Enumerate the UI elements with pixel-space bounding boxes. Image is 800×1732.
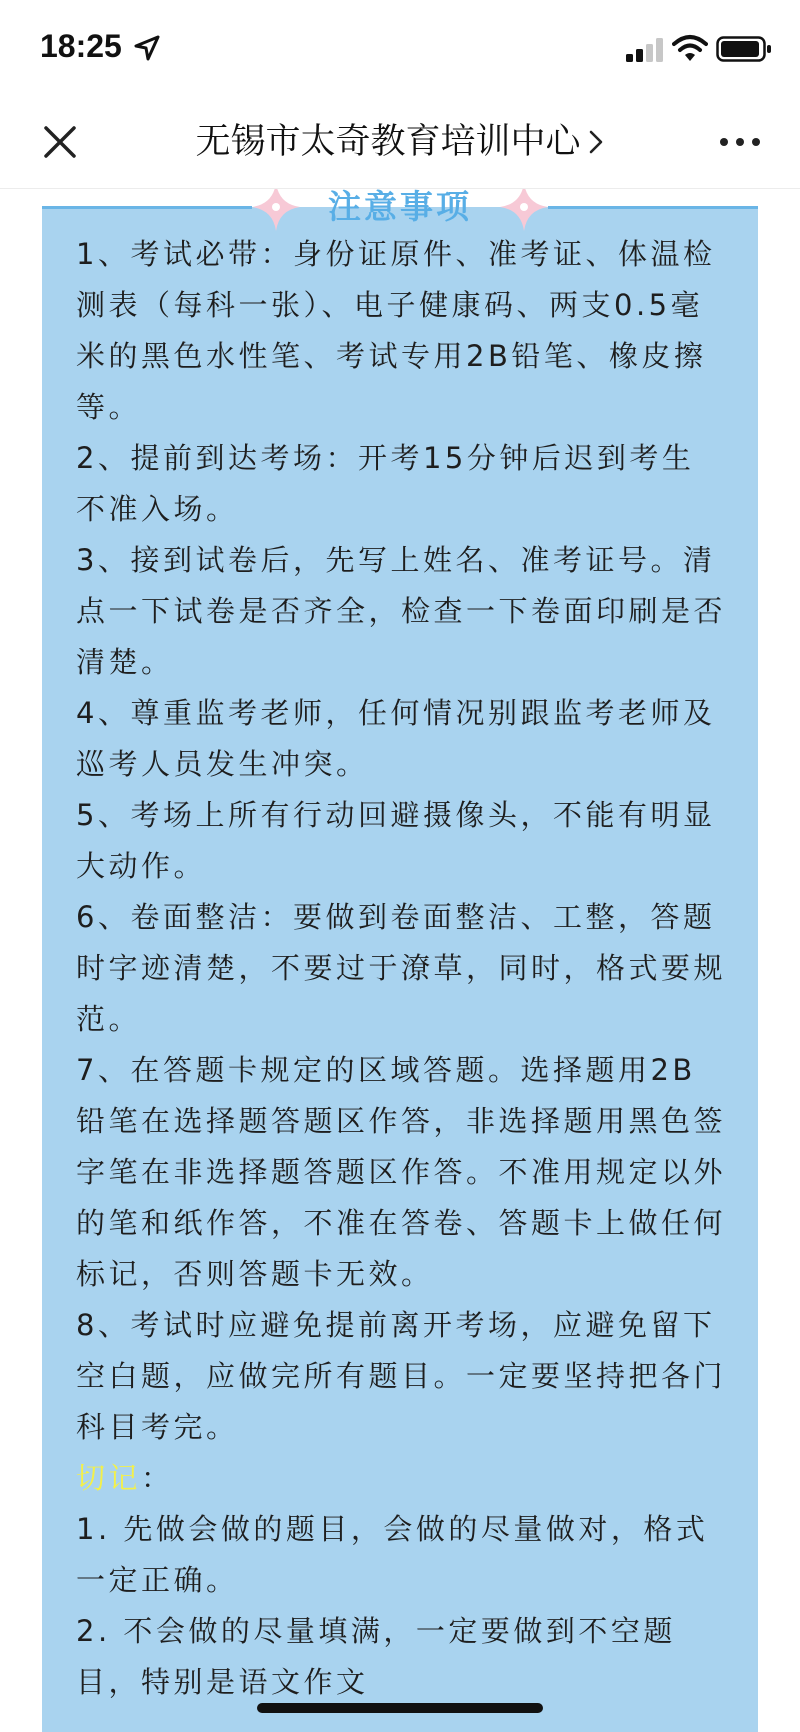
- home-indicator[interactable]: [257, 1703, 543, 1713]
- notice-item: 6、卷面整洁：要做到卷面整洁、工整，答题时字迹清楚，不要过于潦草，同时，格式要规范。: [76, 900, 727, 1036]
- notice-item: 8、考试时应避免提前离开考场，应避免留下空白题，应做完所有题目。一定要坚持把各门科目考完。: [76, 1308, 727, 1444]
- notice-item: 5、考场上所有行动回避摄像头，不能有明显大动作。: [76, 798, 716, 883]
- status-time: 18:25: [40, 28, 122, 64]
- nav-title: 无锡市太奇教育培训中心: [195, 122, 581, 162]
- nav-bar: [0, 96, 800, 189]
- caution-item: 2. 不会做的尽量填满，一定要做到不空题目，特别是语文作文: [76, 1614, 676, 1699]
- notice-title: 注意事项: [328, 189, 472, 226]
- chevron-right-icon: [587, 129, 605, 155]
- more-icon[interactable]: [716, 122, 764, 162]
- caution-colon: ：: [141, 1461, 174, 1495]
- notice-item: 2、提前到达考场：开考15分钟后迟到考生不准入场。: [76, 441, 695, 526]
- wifi-icon: [672, 34, 708, 62]
- article-content[interactable]: [0, 189, 800, 1732]
- caution-heading: [76, 1453, 726, 1504]
- nav-title-link[interactable]: [150, 116, 650, 168]
- caution-item: 1. 先做会做的题目，会做的尽量做对，格式一定正确。: [76, 1512, 709, 1597]
- notice-item: 1、考试必带：身份证原件、准考证、体温检测表（每科一张）、电子健康码、两支0.5毫米的黑色水性笔、考试专用2B铅笔、橡皮擦等。: [76, 237, 716, 424]
- signal-icon: [626, 38, 666, 62]
- notice-item: 4、尊重监考老师，任何情况别跟监考老师及巡考人员发生冲突。: [76, 696, 716, 781]
- notice-item: 7、在答题卡规定的区域答题。选择题用2B铅笔在选择题答题区作答，非选择题用黑色签字笔在非选择题答题区作答。不准用规定以外的笔和纸作答，不准在答卷、答题卡上做任何标记，否则答题卡无效。: [76, 1053, 727, 1291]
- caution-label: 切记: [76, 1461, 142, 1495]
- battery-icon: [716, 36, 772, 62]
- notice-body: [76, 229, 726, 1708]
- location-arrow-icon: [134, 35, 160, 61]
- close-icon[interactable]: [34, 116, 86, 168]
- divider: [548, 206, 758, 209]
- notice-item: 3、接到试卷后，先写上姓名、准考证号。清点一下试卷是否齐全，检查一下卷面印刷是否清楚。: [76, 543, 727, 679]
- status-bar: [0, 0, 800, 96]
- divider: [42, 206, 252, 209]
